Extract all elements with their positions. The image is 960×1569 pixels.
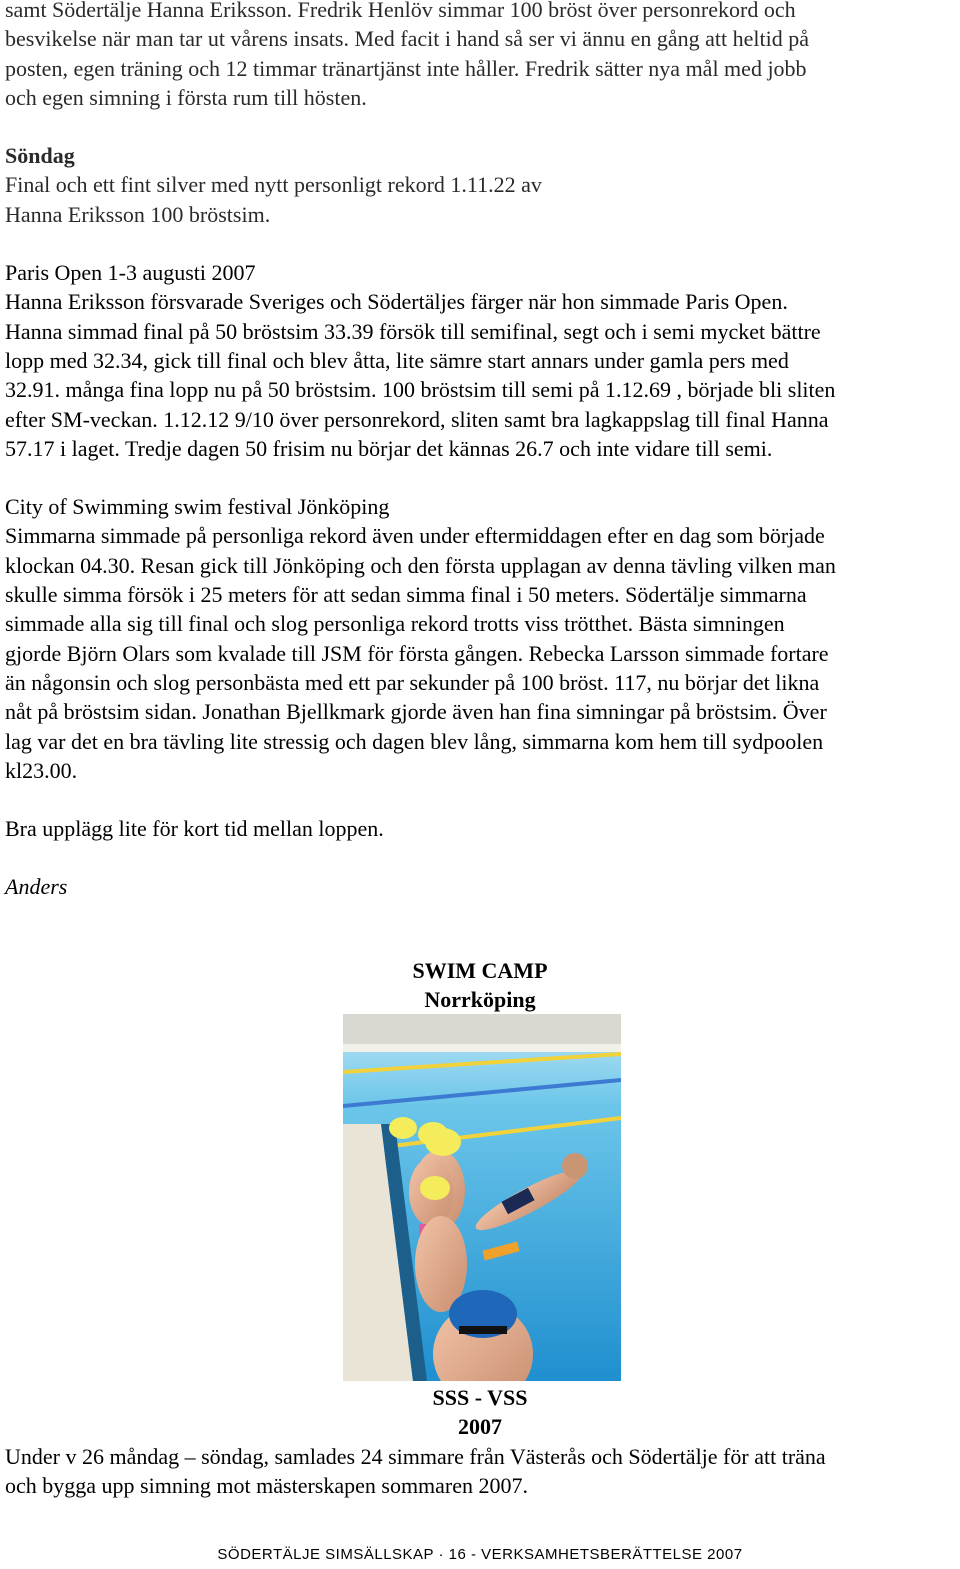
text-line: lag var det en bra tävling lite stressig och dagen blev lång, simmarna kom hem till sydpoolen [5, 728, 824, 754]
text-line: lopp med 32.34, gick till final och blev åtta, lite sämre start annars under gamla pers med [5, 347, 789, 373]
text-line: 57.17 i laget. Tredje dagen 50 frisim nu börjar det kännas 26.7 och inte vidare till semi. [5, 435, 773, 461]
text-line: Under v 26 måndag – söndag, samlades 24 simmare från Västerås och Södertälje för att träna [5, 1444, 826, 1469]
closing-paragraph [5, 1442, 955, 1501]
text-line: och bygga upp simning mot mästerskapen sommaren 2007. [5, 1473, 529, 1499]
text-line: kl23.00. [5, 757, 78, 783]
camp-title [0, 956, 960, 1015]
text-line: skulle simma försök i 25 meters för att sedan simma final i 50 meters. Södertälje simmarna [5, 582, 807, 608]
sss-title [0, 1383, 960, 1442]
text-line: Simmarna simmade på personliga rekord även under eftermiddagen efter en dag som började [5, 523, 825, 549]
text-line: Hanna Eriksson försvarade Sveriges och Södertäljes färger när hon simmade Paris Open. [5, 289, 788, 315]
text-line: simmade alla sig till final och slog personliga rekord trotts viss trötthet. Bästa simningen [5, 611, 785, 637]
summary-paragraph [5, 814, 957, 843]
text-line: Hanna Eriksson 100 bröstsim. [5, 201, 271, 227]
paris-section [5, 258, 957, 463]
section-heading: Söndag [5, 143, 75, 169]
city-section [5, 492, 957, 785]
swimmers-in-pool-photo [343, 1014, 621, 1381]
text-line: besvikelse när man tar ut vårens insats. Med facit i hand så ser vi ännu en gång att heltid på [5, 26, 809, 52]
signature: Anders [5, 874, 68, 900]
sss-title-line: 2007 [458, 1414, 502, 1440]
text-line: och egen simning i första rum till hösten. [5, 84, 367, 110]
page-footer: SÖDERTÄLJE SIMSÄLLSKAP · 16 - VERKSAMHETSBERÄTTELSE 2007 [217, 1546, 743, 1563]
text-line: samt Södertälje Hanna Eriksson. Fredrik Henlöv simmar 100 bröst över personrekord och [5, 0, 796, 22]
camp-title-line: Norrköping [424, 987, 536, 1013]
text-line: nåt på bröstsim sidan. Jonathan Bjellkmark gjorde även han fina simningar på bröstsim. Över [5, 699, 827, 725]
text-line: Bra upplägg lite för kort tid mellan loppen. [5, 816, 384, 842]
section-heading: Paris Open 1-3 augusti 2007 [5, 260, 256, 286]
camp-title-line: SWIM CAMP [412, 958, 548, 983]
text-line: klockan 04.30. Resan gick till Jönköping och den första upplagan av denna tävling vilken man [5, 552, 836, 578]
section-heading: City of Swimming swim festival Jönköping [5, 494, 390, 520]
text-line: Final och ett fint silver med nytt personligt rekord 1.11.22 av [5, 172, 542, 198]
text-line: posten, egen träning och 12 timmar tränartjänst inte håller. Fredrik sätter nya mål med jobb [5, 55, 807, 81]
text-line: 32.91. många fina lopp nu på 50 bröstsim. 100 bröstsim till semi på 1.12.69 , började bli sliten [5, 377, 836, 403]
text-line: gjorde Björn Olars som kvalade till JSM för första gången. Rebecka Larsson simmade fortare [5, 640, 829, 666]
text-line: efter SM-veckan. 1.12.12 9/10 över personrekord, sliten samt bra lagkappslag till final Hanna [5, 406, 829, 432]
text-line: Hanna simmad final på 50 bröstsim 33.39 försök till semifinal, segt och i semi mycket bättre [5, 318, 821, 344]
article-body [5, 0, 957, 902]
photo-image [343, 1014, 621, 1381]
sunday-section [5, 141, 957, 229]
text-line: än någonsin och slog personbästa med ett par sekunder på 100 bröst. 117, nu börjar det likna [5, 669, 820, 695]
intro-paragraph [5, 0, 957, 112]
sss-title-line: SSS - VSS [432, 1385, 528, 1410]
